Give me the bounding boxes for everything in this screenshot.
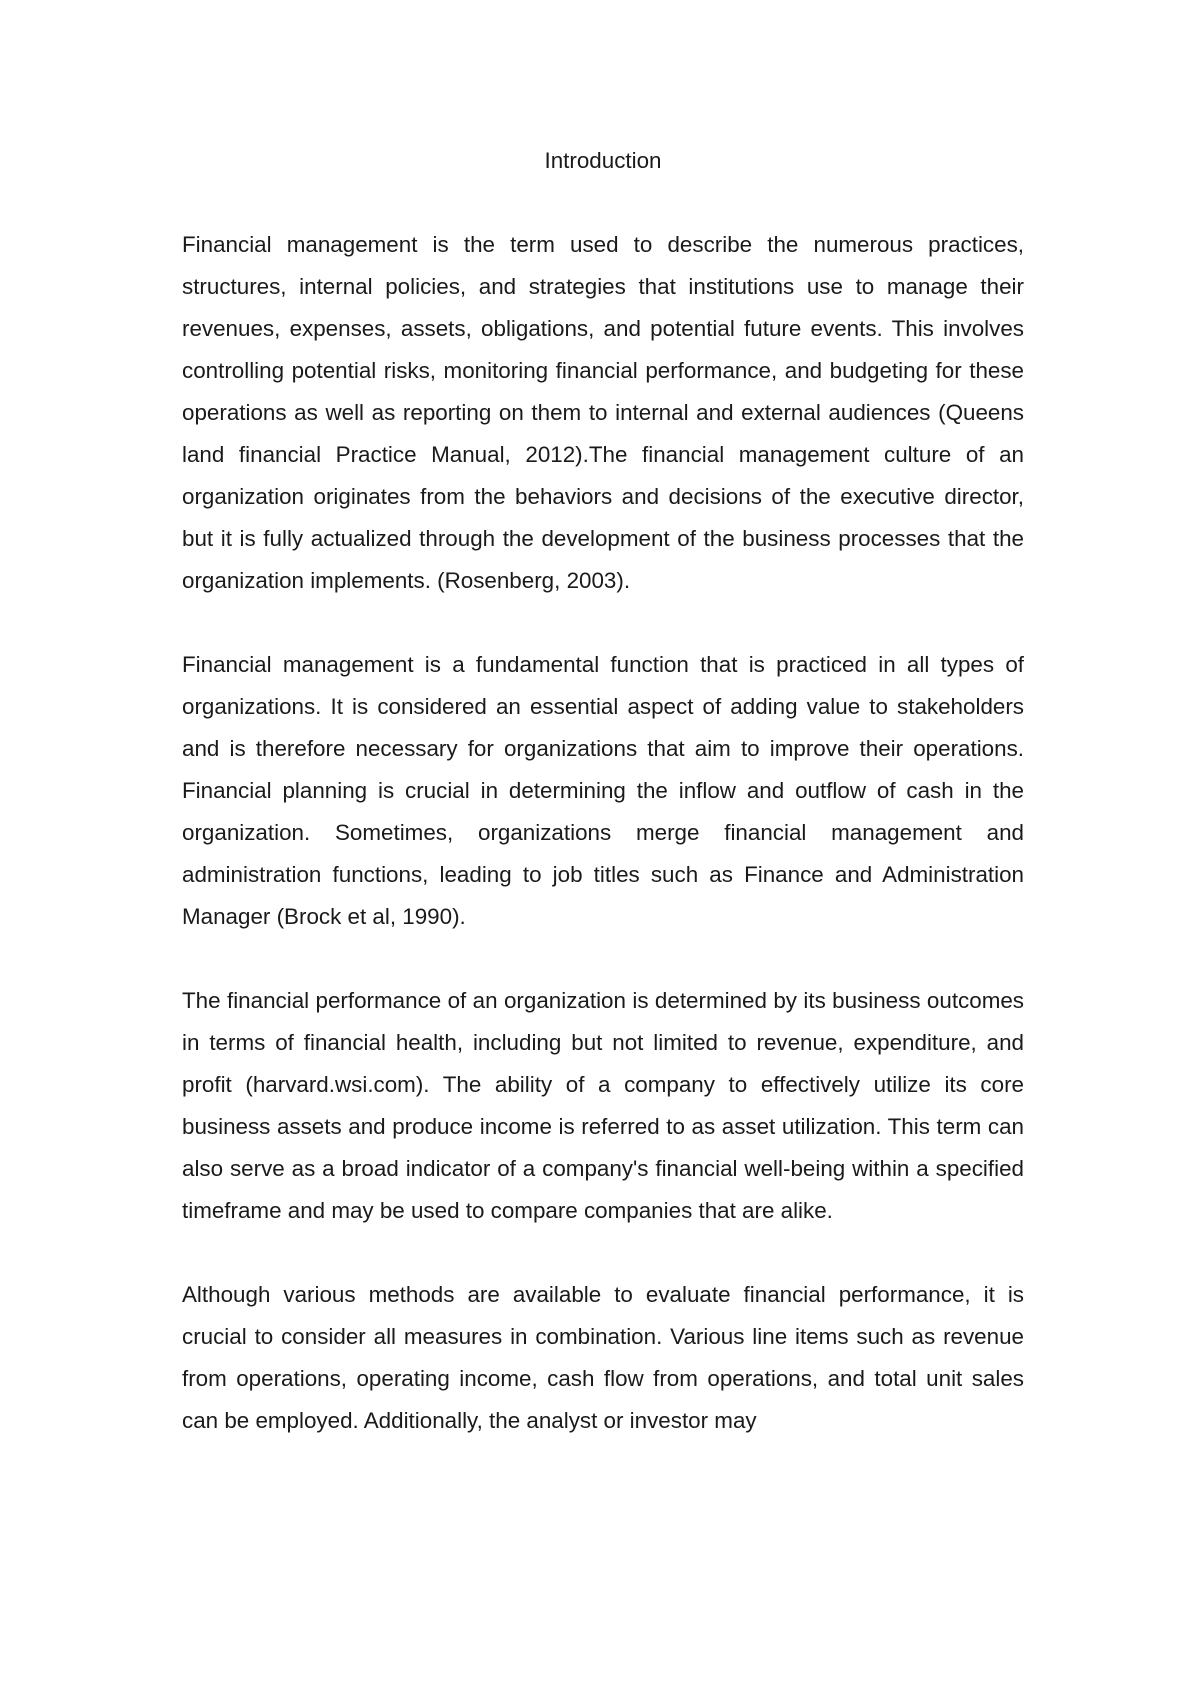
paragraph-1: Financial management is the term used to describe the numerous practices, structures, internal policies, and strategies that institutions use to manage their revenues, expenses, assets, obligations, and potential future events. This involves controlling potential risks, monitoring financial performance, and budgeting for these operations as well as reporting on them to internal and external audiences (Queens land financial Practice Manual, 2012).The financial management culture of an organization originates from the behaviors and decisions of the executive director, but it is fully actualized through the development of the business processes that the organization implements. (Rosenberg, 2003). xyxy=(182,232,1024,593)
document-body xyxy=(182,140,1024,1442)
page-title: Introduction xyxy=(544,148,662,173)
paragraph-2: Financial management is a fundamental function that is practiced in all types of organizations. It is considered an essential aspect of adding value to stakeholders and is therefore necessary for organizations that aim to improve their operations. Financial planning is crucial in determining the inflow and outflow of cash in the organization. Sometimes, organizations merge financial management and administration functions, leading to job titles such as Finance and Administration Manager (Brock et al, 1990). xyxy=(182,652,1024,929)
paragraph-3: The financial performance of an organization is determined by its business outcomes in terms of financial health, including but not limited to revenue, expenditure, and profit (harvard.wsi.com). The ability of a company to effectively utilize its core business assets and produce income is referred to as asset utilization. This term can also serve as a broad indicator of a company's financial well-being within a specified timeframe and may be used to compare companies that are alike. xyxy=(182,988,1024,1223)
paragraph-4: Although various methods are available to evaluate financial performance, it is crucial to consider all measures in combination. Various line items such as revenue from operations, operating income, cash flow from operations, and total unit sales can be employed. Additionally, the analyst or investor may xyxy=(182,1282,1024,1433)
